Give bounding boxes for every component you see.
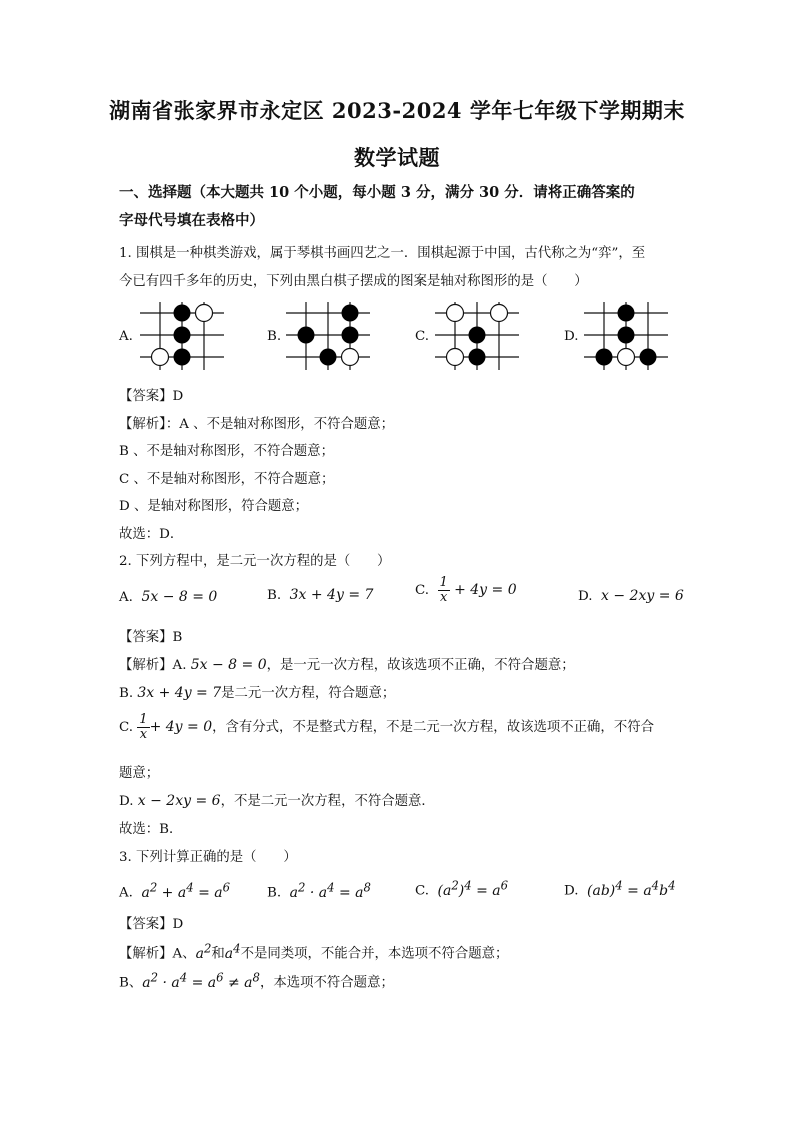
white-stone (342, 349, 359, 366)
q1-analysis-line: 【解析】：A 、不是轴对称图形，不符合题意； (119, 417, 395, 432)
q1-option-a-label: A. (119, 329, 133, 344)
black-stone (342, 327, 359, 344)
white-stone (491, 305, 508, 322)
go-board-b (284, 300, 372, 372)
black-stone (342, 305, 359, 322)
q1-option-b-label: B. (267, 329, 282, 344)
option-equation: x − 2xy = 6 (601, 588, 684, 604)
section-heading: 一、选择题（本大题共 10 个小题，每小题 3 分，满分 30 分．请将正确答案的 (119, 184, 635, 201)
white-stone (447, 305, 464, 322)
white-stone (196, 305, 213, 322)
q2-option-b (267, 587, 373, 603)
option-label: D. (578, 589, 593, 604)
black-stone (596, 349, 613, 366)
fraction: $\frac{1}{x}$ (439, 575, 448, 605)
page-title: 湖南省张家界市永定区 2023-2024 学年七年级下学期期末 (109, 98, 685, 123)
q2-analysis-line: B. 3x + 4y = 7是二元一次方程，符合题意； (119, 685, 396, 701)
black-stone (469, 327, 486, 344)
white-stone (618, 349, 635, 366)
q1-option-c-label: C. (415, 329, 430, 344)
q2-analysis-line: 【解析】A. 5x − 8 = 0，是一元一次方程，故该选项不正确，不符合题意； (119, 657, 575, 673)
option-label: A. (119, 590, 133, 605)
white-stone (447, 349, 464, 366)
go-board-d (582, 300, 670, 372)
q1-analysis-line: B 、不是轴对称图形，不符合题意； (119, 444, 334, 459)
white-stone (152, 349, 169, 366)
q1-answer: 【答案】D (119, 389, 184, 404)
q3-option-c: C. $(a^2)^4 = a^6$ (415, 878, 509, 899)
q3-analysis-line: 【解析】A、$a^2$和$a^4$不是同类项，不能合并，本选项不符合题意； (119, 941, 509, 962)
q3-option-a: A. $a^2 + a^4 = a^6$ (119, 880, 231, 901)
option-equation: 3x + 4y = 7 (289, 587, 374, 603)
q3-analysis-line: B、$a^2 \cdot a^4 = a^6 \ne a^8$，本选项不符合题意； (119, 970, 394, 991)
black-stone (640, 349, 657, 366)
q1-analysis-line: C 、不是轴对称图形，不符合题意； (119, 472, 335, 487)
q2-answer: 【答案】B (119, 630, 183, 645)
q1-option-d-label: D. (564, 329, 579, 344)
black-stone (298, 327, 315, 344)
section-heading-cont: 字母代号填在表格中） (119, 212, 264, 229)
q2-option-c (415, 576, 517, 605)
q2-option-d (578, 588, 684, 604)
go-board-c (433, 300, 521, 372)
q2-option-a (119, 589, 217, 605)
go-board-a (138, 300, 226, 372)
q2-analysis-line-cont: 题意； (119, 766, 160, 781)
black-stone (469, 349, 486, 366)
q3-answer: 【答案】D (119, 917, 184, 932)
black-stone (174, 349, 191, 366)
q1-analysis-line: D 、是轴对称图形，符合题意； (119, 499, 309, 514)
q2-stem: 2. 下列方程中，是二元一次方程的是（ ） (119, 554, 391, 569)
q2-analysis-line: D. x − 2xy = 6，不是二元一次方程，不符合题意． (119, 793, 435, 809)
q2-analysis-line: 故选：B． (119, 822, 183, 837)
option-label: C. (415, 583, 430, 598)
black-stone (174, 327, 191, 344)
q1-stem-cont: 今已有四千多年的历史，下列由黑白棋子摆成的图案是轴对称图形的是（ ） (119, 274, 588, 289)
option-equation: 5x − 8 = 0 (141, 589, 218, 605)
black-stone (618, 327, 635, 344)
q3-stem: 3. 下列计算正确的是（ ） (119, 850, 297, 865)
option-label: B. (267, 588, 282, 603)
option-equation: + 4y = 0 (454, 582, 517, 598)
q2-analysis-line: C. $\frac{1}{x}$ + 4y = 0，含有分式，不是整式方程，不是二元一次方程，故该选项不正确，不符合 (119, 712, 654, 742)
black-stone (320, 349, 337, 366)
q1-analysis-line: 故选：D． (119, 527, 184, 542)
page-subtitle: 数学试题 (354, 145, 440, 170)
black-stone (618, 305, 635, 322)
q3-option-b: B. $a^2 \cdot a^4 = a^8$ (267, 880, 371, 901)
black-stone (174, 305, 191, 322)
q1-stem: 1. 围棋是一种棋类游戏，属于琴棋书画四艺之一．围棋起源于中国，古代称之为“弈”，至 (119, 246, 646, 261)
q3-option-d: D. $(ab)^4 = a^4b^4$ (564, 878, 676, 899)
